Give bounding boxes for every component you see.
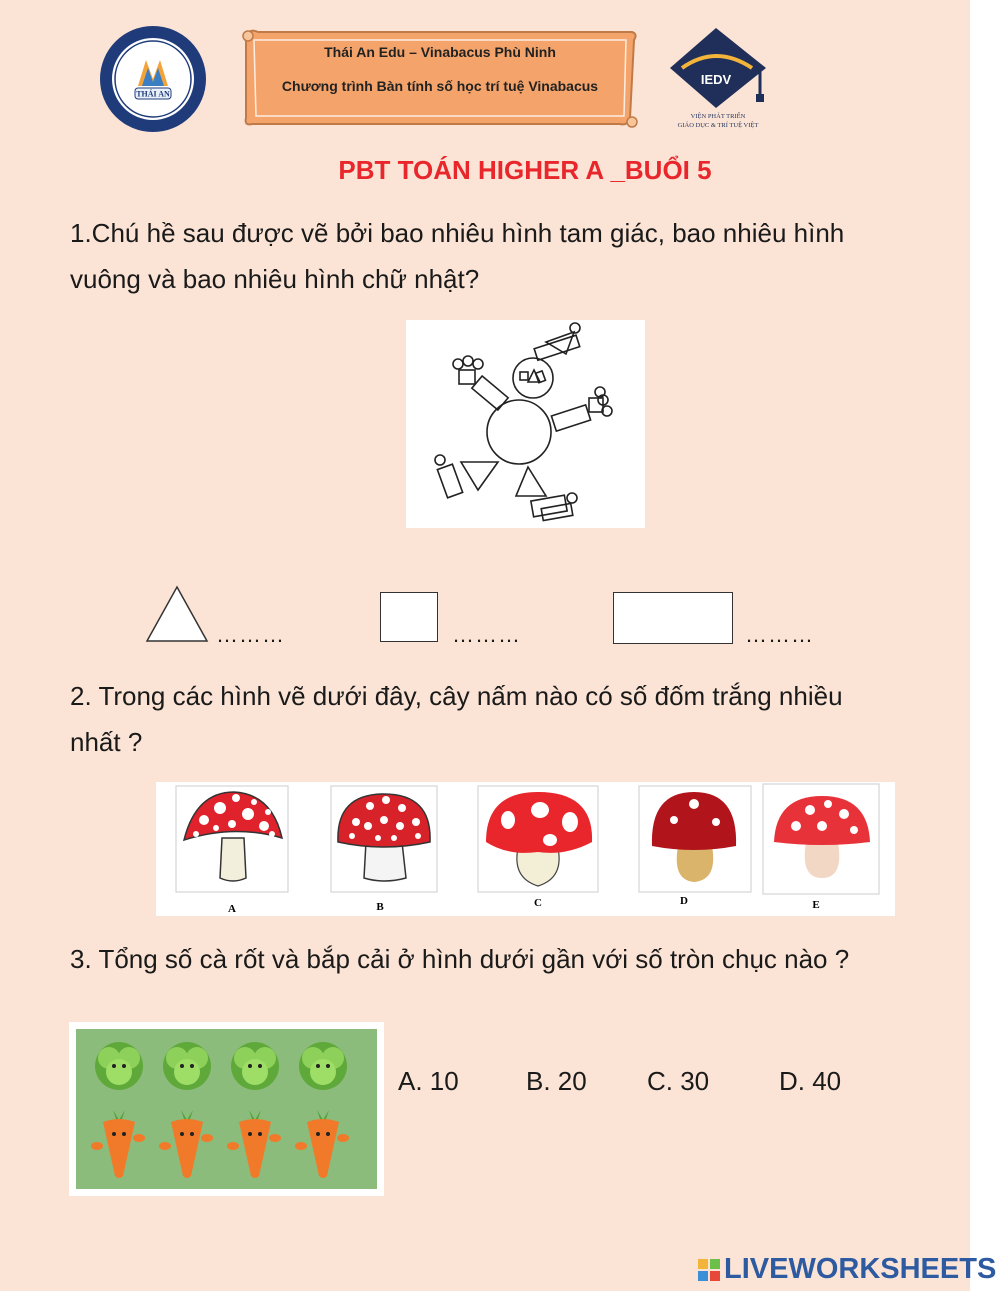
option-b[interactable]: B. 20 [526,1066,587,1096]
question-1-line-2: vuông và bao nhiêu hình chữ nhật? [70,264,480,294]
mushroom-label-e: E [812,899,820,911]
banner-line-2: Chương trình Bàn tính số học trí tuệ Vinabacus [281,78,599,94]
thai-an-logo [98,24,208,134]
iedv-logo [662,22,780,134]
liveworksheets-logo[interactable]: LIVEWORKSHEETS [724,1253,997,1285]
liveworksheets-icon [697,1258,721,1282]
mushroom-label-a: A [228,903,236,915]
question-3-text: 3. Tổng số cà rốt và bắp cải ở hình dưới gần với số tròn chục nào ? [70,944,850,974]
iedv-logo-text: IEDV [700,72,732,87]
option-a[interactable]: A. 10 [398,1066,459,1096]
option-c[interactable]: C. 30 [647,1066,710,1096]
mushrooms-picture [156,782,895,916]
question-2-text [70,673,960,765]
option-d[interactable]: D. 40 [779,1066,842,1096]
clown-picture [406,320,645,528]
banner-line-1: Thái An Edu – Vinabacus Phù Ninh [324,44,556,60]
iedv-caption-2: GIÁO DỤC & TRÍ TUỆ VIỆT [677,122,759,129]
triangle-answer-blank[interactable]: ……… [216,622,285,647]
worksheet-title: PBT TOÁN HIGHER A _BUỔI 5 [338,155,712,185]
question-1-line-1: 1.Chú hề sau được vẽ bởi bao nhiêu hình tam giác, bao nhiêu hình [70,218,845,248]
question-1-text [70,210,960,302]
logo-left-name: THÁI AN [136,89,170,99]
mushroom-label-c: C [534,897,542,909]
rectangle-answer-blank[interactable]: ……… [745,622,814,647]
rectangle-shape [613,592,733,644]
question-2-line-1: 2. Trong các hình vẽ dưới đây, cây nấm nào có số đốm trắng nhiều [70,681,843,711]
vegetables-picture [69,1022,384,1196]
mushroom-label-b: B [376,901,384,913]
iedv-caption-1: VIỆN PHÁT TRIỂN [690,113,746,120]
square-shape [380,592,438,642]
square-answer-blank[interactable]: ……… [452,622,521,647]
mushroom-label-d: D [680,895,688,907]
question-2-line-2: nhất ? [70,727,143,757]
triangle-shape [144,584,210,644]
